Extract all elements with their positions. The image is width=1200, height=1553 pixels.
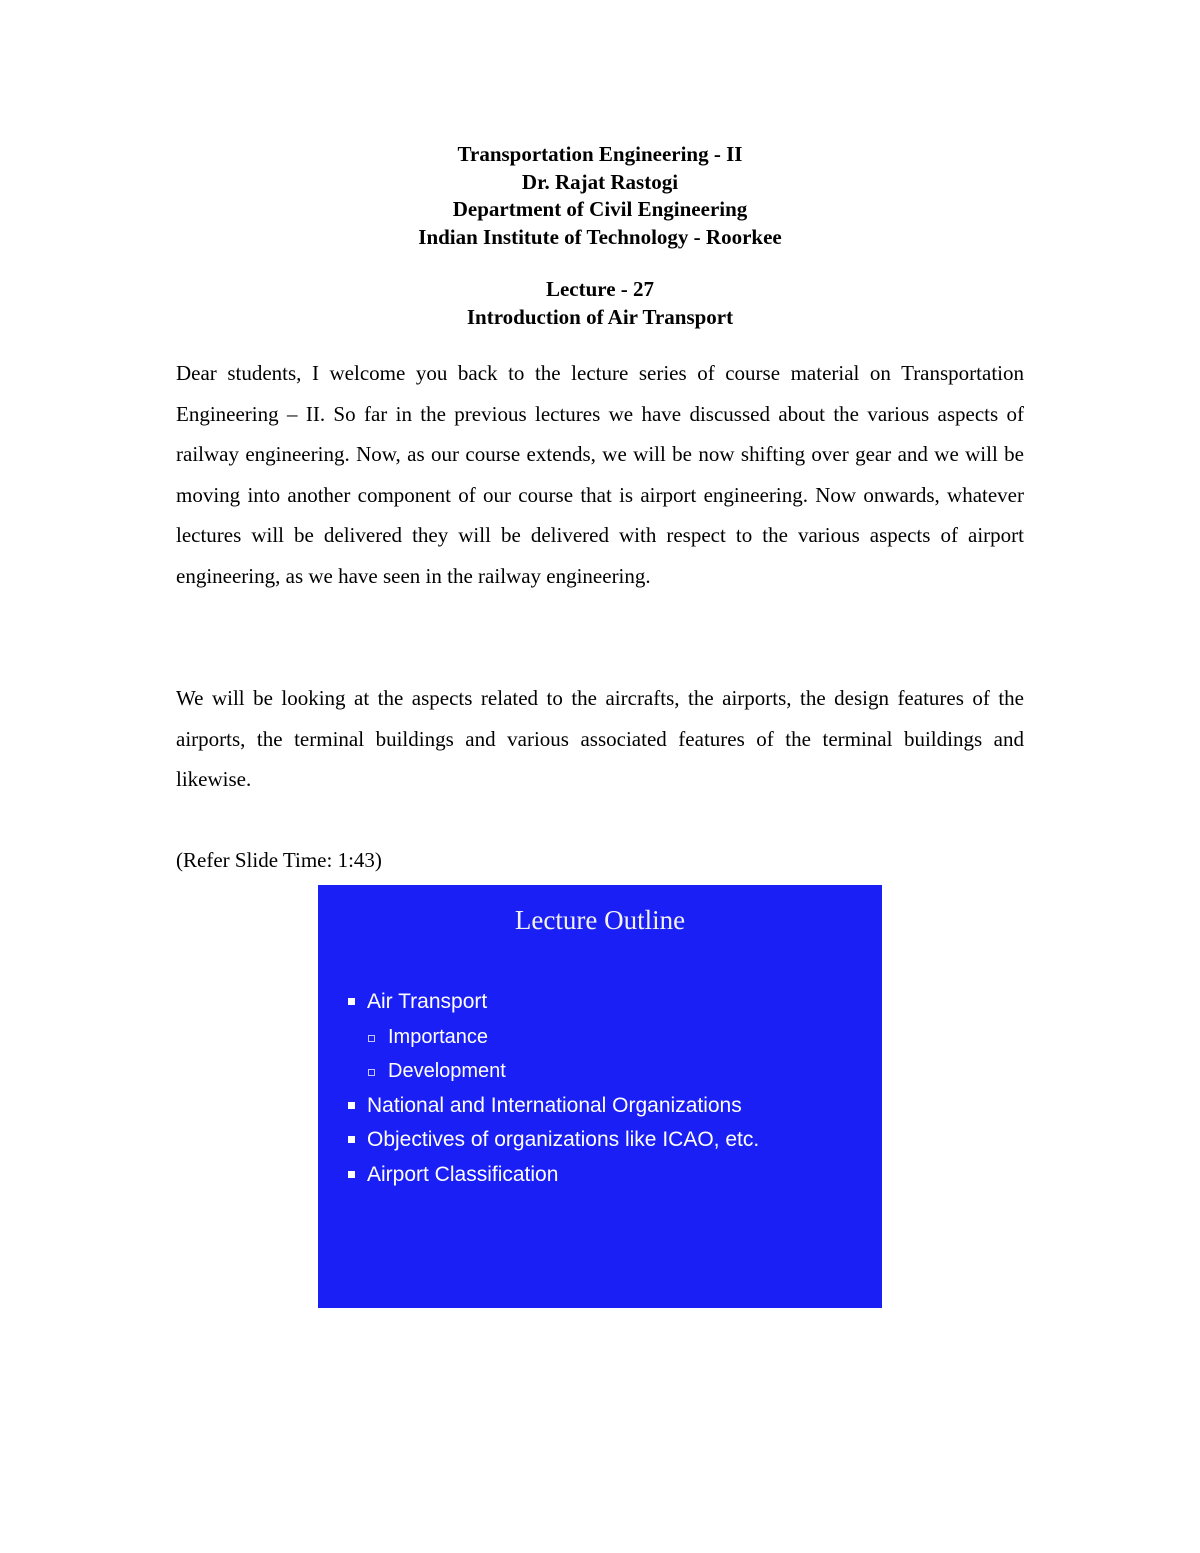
document-header — [176, 141, 1024, 251]
square-bullet-icon — [348, 998, 355, 1005]
slide-bullet-text: Importance — [388, 1025, 489, 1048]
lecture-title: Introduction of Air Transport — [466, 304, 734, 329]
slide-bullet-item — [346, 985, 866, 1020]
square-bullet-icon — [348, 1171, 355, 1178]
slide-title: Lecture Outline — [514, 905, 686, 935]
slide-sub-bullet-item — [346, 1020, 866, 1055]
hollow-square-bullet-icon — [368, 1035, 375, 1042]
slide-bullet-list — [346, 985, 866, 1192]
department-name: Department of Civil Engineering — [452, 197, 748, 221]
lecture-heading — [176, 276, 1024, 331]
body-paragraph: Dear students, I welcome you back to the lecture series of course material on Transportation Engineering – II. So far in the previous lectures we have discussed about the various aspects of railway engineering. Now, as our course extends, we will be now shifting over gear and we will be moving into another component of our course that is airport engineering. Now onwards, whatever lectures will be delivered they will be delivered with respect to the various aspects of airport engineering, as we have seen in the railway engineering. — [176, 361, 1024, 588]
slide-bullet-item — [346, 1158, 866, 1193]
slide-bullet-text: Development — [388, 1060, 506, 1082]
square-bullet-icon — [348, 1136, 355, 1143]
slide-bullet-item — [346, 1123, 866, 1158]
lecture-number: Lecture - 27 — [545, 277, 655, 301]
body-paragraph: We will be looking at the aspects related to the aircrafts, the airports, the design features of the airports, the terminal buildings and various associated features of the terminal buildings and likewise. — [176, 686, 1024, 792]
lecture-slide-image — [318, 885, 882, 1308]
slide-bullet-item — [346, 1089, 866, 1124]
institute-name: Indian Institute of Technology - Roorkee — [418, 224, 782, 249]
slide-sub-bullet-item — [346, 1054, 866, 1089]
instructor-name: Dr. Rajat Rastogi — [521, 169, 679, 194]
square-bullet-icon — [348, 1102, 355, 1109]
course-title: Transportation Engineering - II — [457, 142, 743, 166]
hollow-square-bullet-icon — [368, 1069, 375, 1076]
slide-bullet-text: National and International Organizations — [367, 1093, 742, 1117]
slide-bullet-text: Objectives of organizations like ICAO, etc. — [367, 1128, 760, 1151]
slide-bullet-text: Airport Classification — [367, 1162, 559, 1186]
slide-time-reference: (Refer Slide Time: 1:43) — [176, 848, 382, 872]
slide-bullet-text: Air Transport — [367, 990, 488, 1013]
